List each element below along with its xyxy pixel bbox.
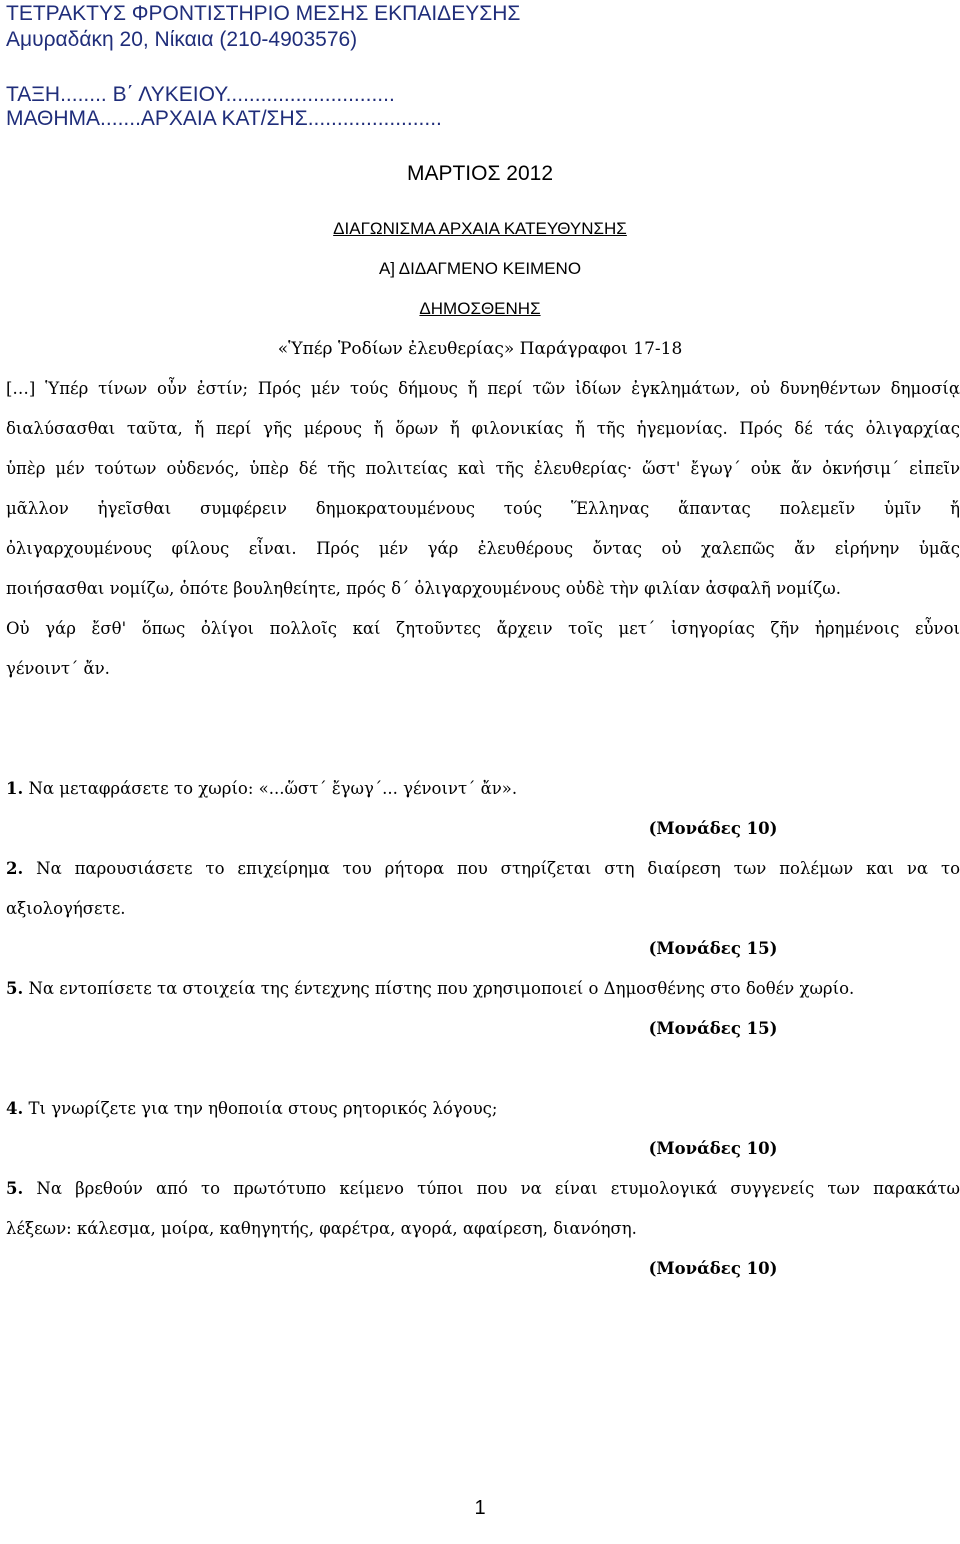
school-name: ΤΕΤΡΑΚΤΥΣ ΦΡΟΝΤΙΣΤΗΡΙΟ ΜΕΣΗΣ ΕΚΠΑΙΔΕΥΣΗΣ (6, 2, 521, 25)
question-2 (6, 858, 960, 880)
subject-line: ΜΑΘΗΜΑ.......ΑΡΧΑΙΑ ΚΑΤ/ΣΗΣ....................... (6, 107, 442, 130)
class-line: ΤΑΞΗ........ Β΄ ΛΥΚΕΙΟΥ............................. (6, 83, 395, 106)
page-number: 1 (474, 1497, 486, 1519)
marks-label: (Μονάδες 15) (648, 939, 778, 958)
question-number: 1. (6, 779, 24, 798)
marks-label: (Μονάδες 10) (648, 819, 778, 838)
question-text: Να παρουσιάσετε το επιχείρημα του ρήτορα που στηρίζεται στη διαίρεση των πολέμων και να το (36, 859, 960, 878)
text-line: […] Ὑπέρ τίνων οὖν ἐστίν; Πρός μέν τούς δήμους ἤ περί τῶν ἰδίων ἐγκλημάτων, οὐ δυνηθέντων δημοσίᾳ (6, 379, 960, 398)
question-3 (6, 978, 960, 1000)
text-line: ὑπὲρ μέν τούτων οὐδενός, ὑπὲρ δέ τῆς πολιτείας καὶ τῆς ἐλευθερίας· ὥστ' ἔγωγ΄ οὐκ ἄν ὀκνήσιμ΄ εἰπεῖν (6, 459, 960, 478)
work-title: «Ὑπέρ Ῥοδίων ἐλευθερίας» Παράγραφοι 17-18 (277, 339, 683, 359)
question-4 (6, 1098, 960, 1120)
marks-label: (Μονάδες 10) (648, 1139, 778, 1158)
exam-date: ΜΑΡΤΙΟΣ 2012 (406, 162, 554, 185)
question-5 (6, 1178, 960, 1200)
text-line: ποιήσασθαι νομίζω, ὁπότε βουληθείητε, πρός δ΄ ὀλιγαρχουμένους οὐδὲ τὴν φιλίαν ἀσφαλῆ νομίζω. (6, 579, 841, 598)
text-line: μᾶλλον ἡγεῖσθαι συμφέρειν δημοκρατουμένους τούς Ἕλληνας ἅπαντας πολεμεῖν ὑμῖν ἤ (6, 499, 960, 518)
question-text-continued: αξιολογήσετε. (6, 899, 126, 918)
section-title: Α] ΔΙΔΑΓΜΕΝΟ ΚΕΙΜΕΝΟ (378, 259, 582, 278)
question-number: 5. (6, 979, 24, 998)
text-line: διαλύσασθαι ταῦτα, ἤ περί γῆς μέρους ἤ ὅρων ἤ φιλονικίας ἤ τῆς ἡγεμονίας. Πρός δέ τάς ὀλιγαρχίας (6, 419, 960, 438)
question-text: Να μεταφράσετε το χωρίο: «...ὥστ΄ ἔγωγ΄... γένοιντ΄ ἄν». (28, 779, 518, 798)
question-1 (6, 778, 960, 800)
question-text: Τι γνωρίζετε για την ηθοποιία στους ρητορικός λόγους; (28, 1099, 498, 1118)
question-number: 5. (6, 1179, 24, 1198)
school-address: Αμυραδάκη 20, Νίκαια (210-4903576) (6, 28, 358, 51)
question-text: Να βρεθούν από το πρωτότυπο κείμενο τύποι που να είναι ετυμολογικά συγγενείς των παρακάτω (36, 1179, 960, 1198)
text-line: ὀλιγαρχουμένους φίλους εἶναι. Πρός μέν γάρ ἐλευθέρους ὄντας οὐ χαλεπῶς ἄν εἰρήνην ὑμᾶς (6, 539, 960, 558)
question-text: Να εντοπίσετε τα στοιχεία της έντεχνης πίστης που χρησιμοποιεί ο Δημοσθένης στο δοθέν χωρίο. (28, 979, 855, 998)
marks-label: (Μονάδες 10) (648, 1259, 778, 1278)
text-line: Οὐ γάρ ἔσθ' ὅπως ὀλίγοι πολλοῖς καί ζητοῦντες ἄρχειν τοῖς μετ΄ ἰσηγορίας ζῆν ἠρημένοις εὖνοι (6, 619, 960, 638)
question-number: 2. (6, 859, 24, 878)
question-number: 4. (6, 1099, 24, 1118)
marks-label: (Μονάδες 15) (648, 1019, 778, 1038)
question-text-continued: λέξεων: κάλεσμα, μοίρα, καθηγητής, φαρέτρα, αγορά, αφαίρεση, διανόηση. (6, 1219, 637, 1238)
author-name: ΔΗΜΟΣΘΕΝΗΣ (419, 299, 541, 318)
text-line: γένοιντ΄ ἄν. (6, 659, 110, 678)
exam-title: ΔΙΑΓΩΝΙΣΜΑ ΑΡΧΑΙΑ ΚΑΤΕΥΘΥΝΣΗΣ (333, 219, 627, 238)
